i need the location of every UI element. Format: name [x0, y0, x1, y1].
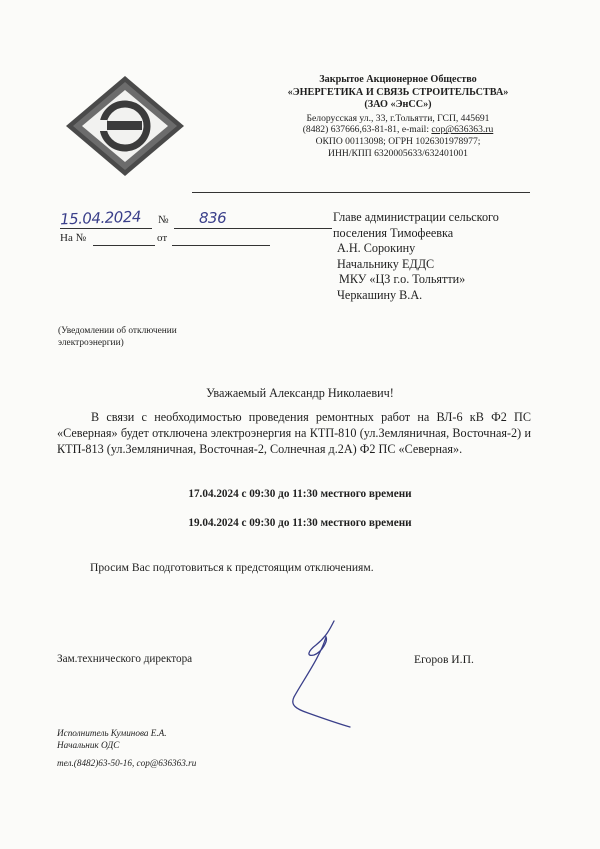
executor-contacts: тел.(8482)63-50-16, cop@636363.ru [57, 757, 197, 768]
subject-line: (Уведомлении об отключении [58, 326, 177, 336]
company-address: Белорусская ул., 33, г.Тольятти, ГСП, 445691 [306, 112, 490, 124]
incoming-date-underline [172, 245, 270, 246]
body-paragraph [57, 409, 531, 457]
company-header [248, 74, 548, 160]
body-text: В связи с необходимостью проведения ремонтных работ на ВЛ-6 кВ Ф2 ПС «Северная» будет отключена электроэнергия на КТП-810 (ул.Земляничная, Восточная-2) и КТП-813 (ул.Земляничная, Восточная-2, Солнечная д.2А) Ф2 ПС «Северная». [57, 410, 531, 456]
signer-position: Зам.технического директора [57, 653, 193, 665]
company-logo [64, 74, 186, 178]
incoming-reference [60, 232, 280, 252]
outage-schedule-2: 19.04.2024 с 09:30 до 11:30 местного времени [188, 517, 412, 529]
incoming-date-label: от [157, 232, 168, 244]
recipient-line: Черкашину В.А. [337, 287, 423, 302]
company-phone: (8482) 637666,63-81-81, e-mail: [302, 124, 432, 136]
number-label: № [158, 214, 169, 226]
handwritten-signature [286, 617, 356, 732]
company-line1: Закрытое Акционерное Общество [319, 74, 477, 85]
recipient-line: Главе администрации сельского [333, 210, 499, 224]
outgoing-reference [60, 206, 280, 232]
handwritten-number: 836 [199, 209, 227, 227]
number-underline [174, 228, 332, 229]
outage-schedule-1: 17.04.2024 с 09:30 до 11:30 местного времени [188, 488, 412, 500]
company-contacts [248, 124, 548, 136]
closing-request: Просим Вас подготовиться к предстоящим отключениям. [90, 561, 374, 574]
header-divider [192, 192, 530, 193]
subject-line: электроэнергии) [58, 338, 124, 348]
signer-name: Егоров И.П. [414, 653, 474, 666]
company-short-name: (ЗАО «ЭнСС») [364, 99, 432, 110]
letter-subject [58, 325, 258, 349]
company-okpo: ОКПО 00113098; ОГРН 1026301978977; [315, 136, 481, 148]
incoming-number-label: На № [60, 232, 87, 244]
incoming-number-underline [93, 245, 155, 246]
executor-position: Начальник ОДС [57, 740, 120, 751]
salutation: Уважаемый Александр Николаевич! [206, 386, 394, 400]
recipient-block [333, 210, 583, 303]
date-underline [60, 228, 152, 229]
handwritten-date: 15.04.2024 [59, 207, 142, 229]
executor-name: Исполнитель Куминова Е.А. [57, 728, 167, 738]
recipient-line: МКУ «ЦЗ г.о. Тольятти» [339, 272, 466, 286]
recipient-line: поселения Тимофеевка [333, 225, 454, 240]
recipient-line: А.Н. Сорокину [337, 241, 416, 255]
executor-block [57, 727, 196, 769]
company-email-link[interactable]: cop@636363.ru [431, 124, 494, 136]
company-inn: ИНН/КПП 6320005633/632401001 [328, 147, 468, 159]
company-name: «ЭНЕРГЕТИКА И СВЯЗЬ СТРОИТЕЛЬСТВА» [287, 86, 509, 98]
recipient-line: Начальнику ЕДДС [337, 256, 435, 271]
